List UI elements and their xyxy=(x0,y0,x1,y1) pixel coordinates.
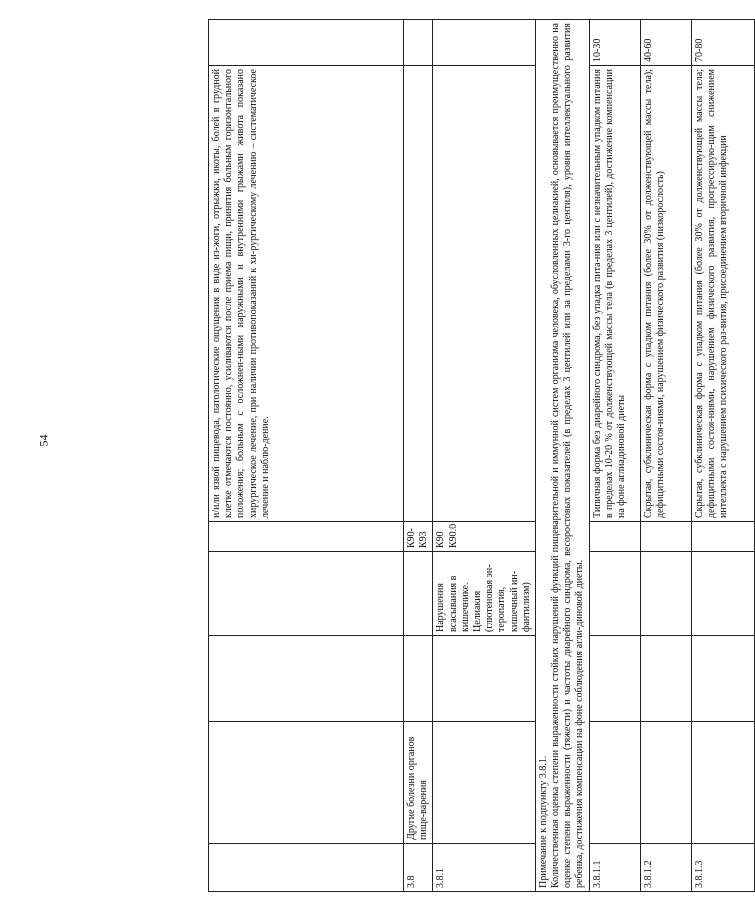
description-cell: и/или язвой пищевода, патологические ощущения в виде из-жоги, отрыжки, икоты, болей в грудной клетке отмечаются постоянно, усиливаются после приема пищи, принятия больным горизонтального положения; больным с осложнен-ными наружными и внутренними грыжами живота показано хирургическое лечение, при наличии противопоказаний к хи-рургическому лечению – систематическое лечение и наблю-дение. xyxy=(209,66,404,522)
table-row xyxy=(691,20,754,892)
item-number: 3.8.1.3 xyxy=(691,844,754,892)
percentage-cell: 70-80 xyxy=(691,20,754,66)
table-row xyxy=(640,20,691,892)
note-row xyxy=(535,20,589,892)
note-cell xyxy=(535,20,589,892)
disease-class-name: Другие болезни органов пище-варения xyxy=(404,722,433,844)
item-number: 3.8 xyxy=(404,844,433,892)
table-row xyxy=(589,20,640,892)
description-cell: Скрытая, субклиническая форма с упадком питания (более 30% от долженствующей массы тела; дефицитными состоя-ниями, нарушением физического развития, прогрессирую-щим снижением интеллекта с нарушением психического раз-вития, присоединением вторичной инфекции xyxy=(691,66,754,522)
rotated-page xyxy=(208,20,729,892)
item-number: 3.8.1 xyxy=(433,844,536,892)
description-cell: Типичная форма без диарейного синдрома, без упадка пита-ния или с незначительным упадком питания в пределах 10-20 % от долженствующей массы тела (в пределах 3 центилей), достижение компенсации на фоне аглиадиновой диеты xyxy=(589,66,640,522)
table-row xyxy=(404,20,433,892)
percentage-cell: 10-30 xyxy=(589,20,640,66)
icd-code-cell: К90- К93 xyxy=(404,522,433,552)
page-number: 54 xyxy=(36,434,51,447)
item-number: 3.8.1.2 xyxy=(640,844,691,892)
note-title: Примечание к подпункту 3.8.1. xyxy=(537,755,549,888)
note-text: Количественная оценка степени выраженности стойких нарушений функций пищеварительной и иммунной систем организма человека, обусловленных целиакией, основывается преимущественно на оценке степени выраженности (тяжести) и частоты диарейного синдрома, весоростовых показателей (в пределах 3 центилей или за пределами 3-го центиля), уровня интеллектуального развития ребенка, достижения компенсации на фоне соблюдения агли-диновой диеты. xyxy=(550,23,586,888)
table-row xyxy=(209,20,404,892)
percentage-cell: 40-60 xyxy=(640,20,691,66)
table-row xyxy=(433,20,536,892)
icd-code-cell: К90 К90.0 xyxy=(433,522,536,552)
description-cell: Скрытая, субклиническая форма с упадком питания (более 30% от долженствующей массы тела); дефицитными состоя-ниями, нарушением физического развития (низкорослость) xyxy=(640,66,691,522)
disability-criteria-table xyxy=(208,19,755,892)
disease-name: Нарушения всасывания в кишечнике. Целиакия (глютеновая эн-теропатия, кишечный ин-фантилизм) xyxy=(433,552,536,636)
item-number: 3.8.1.1 xyxy=(589,844,640,892)
